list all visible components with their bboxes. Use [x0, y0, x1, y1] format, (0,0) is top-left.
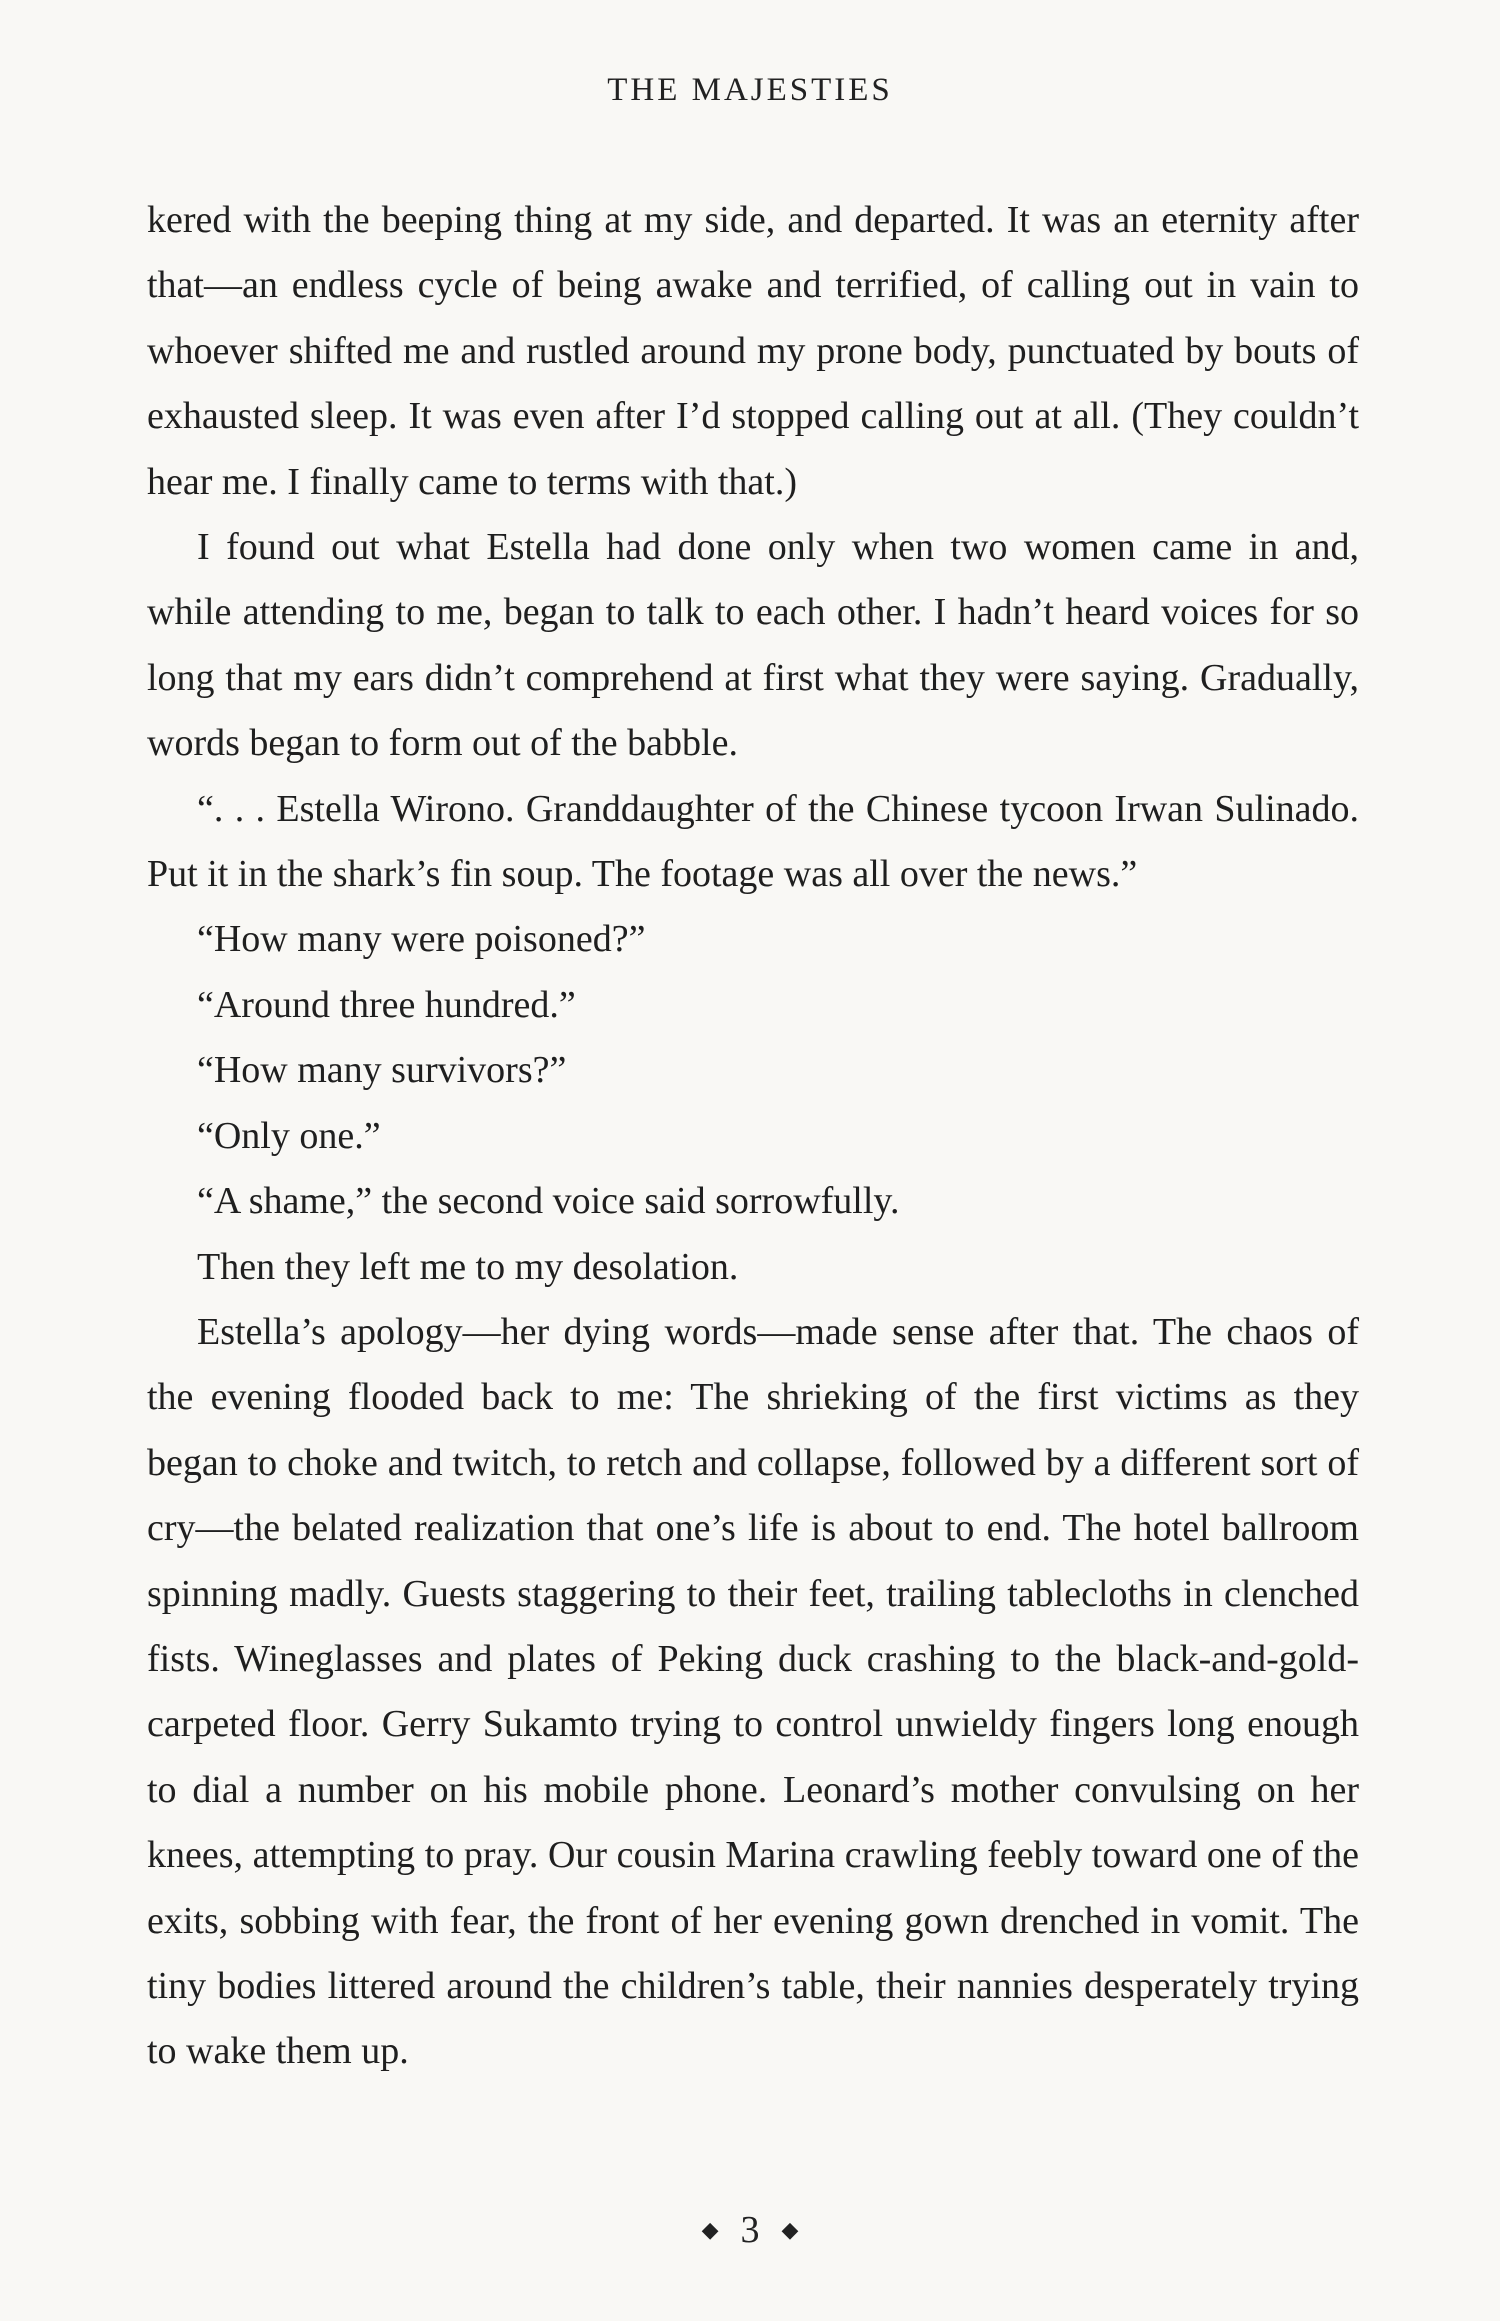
paragraph: I found out what Estella had done only when two women came in and, while attending to me, began to talk to each other. I hadn’t heard voices for so long that my ears didn’t comprehend at first what they were saying. Gradually, words began to form out of the babble. [147, 526, 1359, 765]
dialogue-line: “A shame,” the second voice said sorrowfully. [197, 1180, 900, 1223]
paragraph: “. . . Estella Wirono. Granddaughter of the Chinese tycoon Irwan Sulinado. Put it in the shark’s fin soup. The footage was all over the news.” [147, 787, 1359, 896]
dialogue-line: “How many survivors?” [197, 1049, 567, 1092]
page-footer [0, 2208, 1500, 2252]
body-text [147, 188, 1359, 2085]
diamond-ornament-icon: ◆ [781, 2217, 799, 2243]
paragraph: Then they left me to my desolation. [197, 1245, 739, 1288]
dialogue-line: “Only one.” [197, 1114, 381, 1157]
running-head: THE MAJESTIES [607, 72, 893, 108]
diamond-ornament-icon: ◆ [701, 2217, 719, 2243]
paragraph: kered with the beeping thing at my side, and departed. It was an eternity after that—an endless cycle of being awake and terrified, of calling out in vain to whoever shifted me and rustled around my prone body, punctuated by bouts of exhausted sleep. It was even after I’d stopped calling out at all. (They couldn’t hear me. I finally came to terms with that.) [147, 199, 1359, 503]
dialogue-line: “Around three hundred.” [197, 983, 576, 1026]
paragraph: Estella’s apology—her dying words—made sense after that. The chaos of the evening flooded back to me: The shrieking of the first victims as they began to choke and twitch, to retch and collapse, followed by a different sort of cry—the belated realization that one’s life is about to end. The hotel ballroom spinning madly. Guests staggering to their feet, trailing tablecloths in clenched fists. Wineglasses and plates of Peking duck crashing to the black-and-gold-carpeted floor. Gerry Sukamto trying to control unwieldy fingers long enough to dial a number on his mobile phone. Leonard’s mother convulsing on her knees, attempting to pray. Our cousin Marina crawling feebly toward one of the exits, sobbing with fear, the front of her evening gown drenched in vomit. The tiny bodies littered around the children’s table, their nannies desperately trying to wake them up. [147, 1310, 1359, 2073]
dialogue-line: “How many were poisoned?” [197, 918, 646, 961]
page-number: 3 [740, 2209, 760, 2251]
